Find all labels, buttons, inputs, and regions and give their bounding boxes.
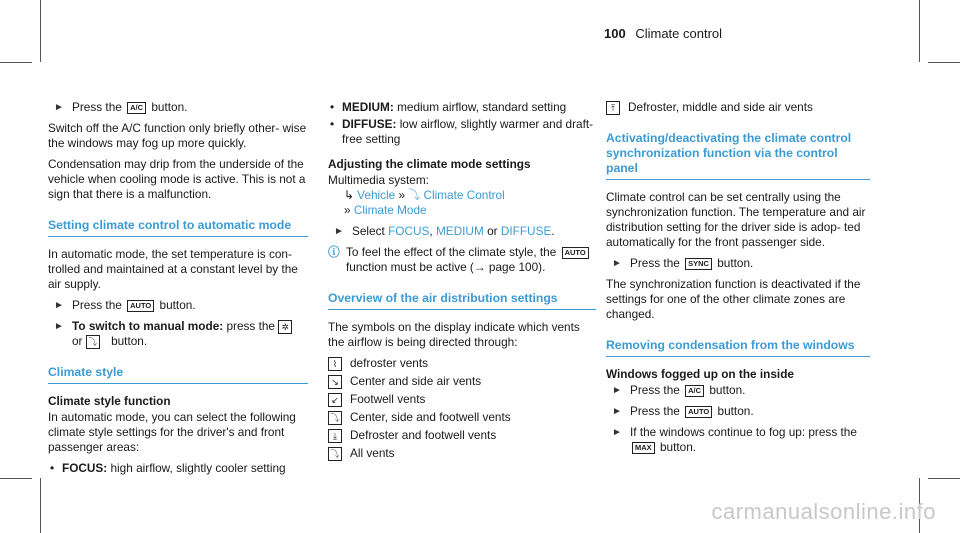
sync-button-icon: SYNC bbox=[685, 258, 712, 270]
step-press-auto: ► Press the AUTO button. bbox=[612, 404, 754, 418]
section-heading: Activating/deactivating the climate control synchronization function via the control panel bbox=[606, 131, 870, 180]
symbol-row: ↘ Center and side air vents bbox=[328, 374, 596, 389]
step-arrow-icon: ► bbox=[54, 102, 64, 113]
center-footwell-vent-icon: ⤵ bbox=[328, 411, 342, 425]
climate-icon: ⤵ bbox=[408, 188, 421, 202]
step-press-max: ► If the windows continue to fog up: press the MAX button. bbox=[612, 425, 857, 454]
section-heading: Overview of the air distribution settings bbox=[328, 291, 596, 310]
crop-mark bbox=[40, 478, 41, 533]
symbol-row: ⤒ Defroster, middle and side air vents bbox=[606, 100, 870, 115]
symbol-row: ↙ Footwell vents bbox=[328, 392, 596, 407]
chevron-icon: » bbox=[344, 203, 351, 217]
ac-button-icon: A/C bbox=[127, 102, 146, 114]
section-title: Climate control bbox=[635, 26, 723, 41]
sub-heading: Windows fogged up on the inside bbox=[606, 367, 794, 381]
paragraph: Climate control can be set centrally using the synchronization function. The temperature and air distribution setting for the driver side is adop- ted automatically for the front passenger side. bbox=[606, 190, 866, 249]
step-press-ac: ► Press the A/C button. bbox=[54, 100, 188, 114]
step-manual-mode: ► To switch to manual mode: press the ✲ or ⤵ button. bbox=[48, 319, 308, 349]
crop-mark bbox=[928, 62, 960, 63]
paragraph: In automatic mode, the set temperature is con- trolled and maintained at a constant level by the air supply. bbox=[48, 247, 298, 291]
step-arrow-icon: ► bbox=[54, 300, 64, 311]
fan-icon: ✲ bbox=[278, 320, 292, 334]
step-arrow-icon: ► bbox=[334, 226, 344, 237]
section-heading: Setting climate control to automatic mode bbox=[48, 218, 308, 237]
paragraph: Switch off the A/C function only briefly other- wise the windows may fog up more quickly. bbox=[48, 121, 307, 150]
column-2 bbox=[328, 100, 596, 464]
step-arrow-icon: ► bbox=[612, 406, 622, 417]
crop-mark bbox=[0, 62, 32, 63]
menu-path: ↳ Vehicle » ⤵ Climate Control » Climate Mode bbox=[344, 188, 505, 217]
multimedia-label: Multimedia system: bbox=[328, 173, 429, 187]
section-heading: Climate style bbox=[48, 365, 308, 384]
sub-heading: Adjusting the climate mode settings bbox=[328, 157, 531, 171]
step-arrow-icon: ► bbox=[612, 385, 622, 396]
paragraph: The symbols on the display indicate which vents the airflow is being directed through: bbox=[328, 320, 580, 349]
ac-button-icon: A/C bbox=[685, 385, 704, 397]
auto-button-icon: AUTO bbox=[562, 247, 589, 259]
step-press-ac: ► Press the A/C button. bbox=[612, 383, 746, 397]
footwell-vent-icon: ↙ bbox=[328, 393, 342, 407]
auto-button-icon: AUTO bbox=[127, 300, 154, 312]
max-defrost-button-icon: MAX bbox=[632, 442, 655, 454]
defroster-icon: ⌇ bbox=[328, 357, 342, 371]
crop-mark bbox=[919, 0, 920, 62]
info-icon: ⓘ bbox=[328, 245, 340, 259]
step-press-auto: ► Press the AUTO button. bbox=[54, 298, 196, 312]
list-item: • FOCUS: high airflow, slightly cooler setting bbox=[50, 461, 286, 475]
menu-arrow-icon: ↳ bbox=[344, 188, 354, 202]
page-number: 100 bbox=[604, 26, 626, 41]
crop-mark bbox=[928, 478, 960, 479]
center-vent-icon: ↘ bbox=[328, 375, 342, 389]
symbol-row: ⤵ All vents bbox=[328, 446, 596, 461]
auto-button-icon: AUTO bbox=[685, 406, 712, 418]
all-vents-icon: ⤵ bbox=[328, 447, 342, 461]
sub-heading: Climate style function bbox=[48, 394, 171, 408]
list-item: • DIFFUSE: low airflow, slightly warmer and draft-free setting bbox=[330, 117, 594, 146]
column-1 bbox=[48, 100, 308, 478]
crop-mark bbox=[0, 478, 32, 479]
crop-mark bbox=[40, 0, 41, 62]
step-arrow-icon: ► bbox=[612, 427, 622, 438]
info-note: ⓘ To feel the effect of the climate style, the AUTO function must be active (→ page 100). bbox=[328, 245, 596, 275]
section-heading: Removing condensation from the windows bbox=[606, 338, 870, 357]
defroster-middle-side-icon: ⤒ bbox=[606, 101, 620, 115]
chevron-icon: » bbox=[398, 188, 406, 202]
step-arrow-icon: ► bbox=[54, 321, 64, 332]
symbol-row: ⌇ defroster vents bbox=[328, 356, 596, 371]
paragraph: The synchronization function is deactivated if the settings for one of the other climate zones are changed. bbox=[606, 277, 861, 321]
paragraph: Condensation may drip from the underside of the vehicle when cooling mode is active. This is not a sign that there is a malfunction. bbox=[48, 157, 306, 201]
step-press-sync: ► Press the SYNC button. bbox=[612, 256, 754, 270]
step-arrow-icon: ► bbox=[612, 258, 622, 269]
airflow-icon: ⤵ bbox=[86, 335, 100, 349]
symbol-row: ⤵ Center, side and footwell vents bbox=[328, 410, 596, 425]
page-header bbox=[604, 26, 722, 41]
column-3 bbox=[606, 100, 870, 461]
defroster-footwell-icon: ⤓ bbox=[328, 429, 342, 443]
symbol-row: ⤓ Defroster and footwell vents bbox=[328, 428, 596, 443]
paragraph: In automatic mode, you can select the following climate style settings for the driver's and front passenger areas: bbox=[48, 410, 296, 454]
list-item: • MEDIUM: medium airflow, standard setting bbox=[330, 100, 567, 114]
step-select-style: ► Select FOCUS, MEDIUM or DIFFUSE. bbox=[334, 224, 555, 238]
watermark: carmanualsonline.info bbox=[711, 499, 936, 524]
